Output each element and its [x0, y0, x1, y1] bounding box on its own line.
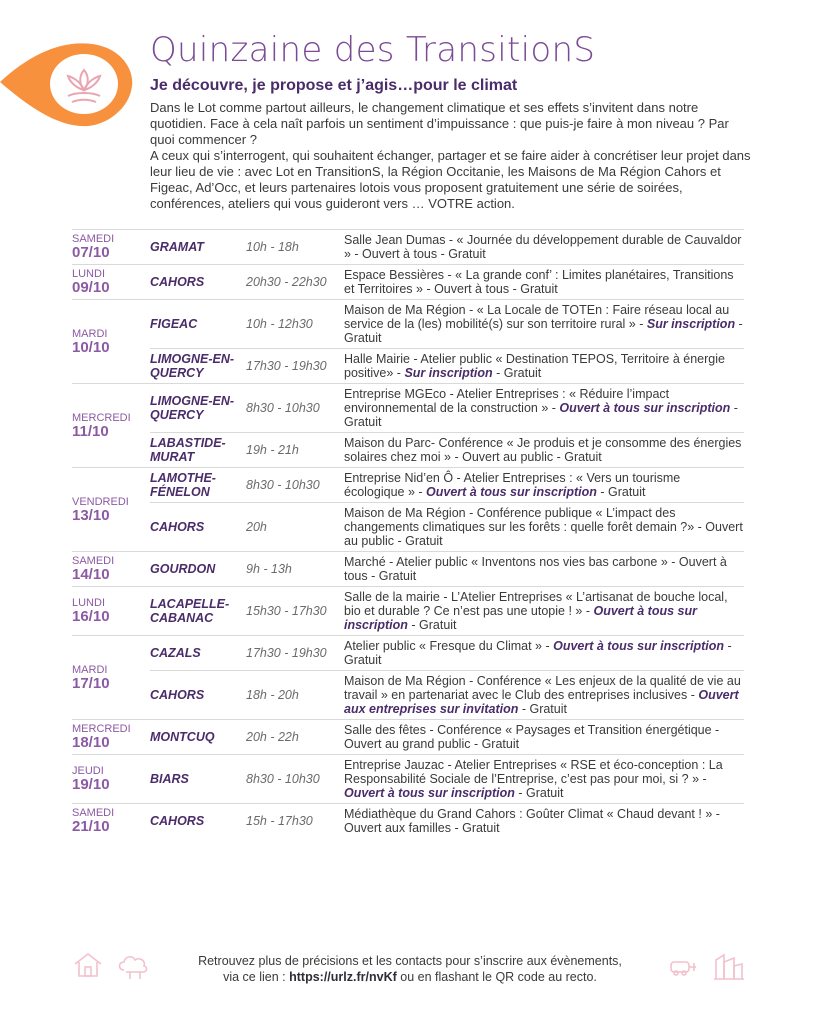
day-name: JEUDI — [72, 765, 104, 777]
footer-line — [150, 969, 670, 985]
event-description — [344, 720, 744, 755]
event-registration: Ouvert à tous sur inscription — [344, 786, 515, 800]
event-time: 20h30 - 22h30 — [246, 265, 344, 300]
day-name: LUNDI — [72, 597, 106, 609]
event-time: 10h - 12h30 — [246, 300, 344, 349]
event-description — [344, 300, 744, 349]
event-time: 15h30 - 17h30 — [246, 587, 344, 636]
event-time: 20h — [246, 503, 344, 552]
table-row — [72, 230, 744, 265]
event-time: 9h - 13h — [246, 552, 344, 587]
event-registration: Ouvert à tous sur inscription — [559, 401, 731, 415]
event-time: 8h30 - 10h30 — [246, 468, 344, 503]
event-time: 18h - 20h — [246, 671, 344, 720]
event-text: Salle de la mairie - L’Atelier Entreprises « L’artisanat de bouche local, bio et durable ? Ce n’est pas une utopie ! » - — [344, 590, 728, 618]
event-city: LAMOTHE-FÉNELON — [150, 468, 246, 503]
event-city: MONTCUQ — [150, 720, 246, 755]
day-name: VENDREDI — [72, 495, 129, 508]
event-registration: Ouvert à tous sur inscription — [344, 604, 697, 632]
event-text: Entreprise Jauzac - Atelier Entreprises « RSE et éco-conception : La Responsabilité Sociale de l’Entreprise, c’est pas pour moi, si ? » - — [344, 758, 723, 786]
day-date: 19/10 — [72, 776, 110, 793]
table-row — [72, 384, 744, 433]
event-price: - Gratuit — [344, 317, 743, 345]
event-description — [344, 468, 744, 503]
event-time: 17h30 - 19h30 — [246, 636, 344, 671]
footer-suffix: ou en flashant le QR code au recto. — [396, 970, 597, 984]
event-registration: Sur inscription — [404, 366, 493, 380]
event-day — [72, 230, 150, 265]
event-description — [344, 755, 744, 804]
event-text: Maison de Ma Région - Conférence publique « L’impact des changements climatiques sur les forêts : quelle forêt demain ?» - Ouvert au public - Gratuit — [344, 506, 743, 548]
event-text: Salle des fêtes - Conférence « Paysages et Transition énergétique - Ouvert au grand public - Gratuit — [344, 723, 720, 751]
footer-line: Retrouvez plus de précisions et les contacts pour s’inscrire aux évènements, — [198, 954, 622, 968]
event-day — [72, 804, 150, 839]
day-date: 14/10 — [72, 566, 110, 583]
event-price: - Gratuit — [596, 485, 646, 499]
event-text: Maison du Parc- Conférence « Je produis et je consomme des énergies solaires chez moi » - Ouvert au public - Gratuit — [344, 436, 742, 464]
event-description — [344, 230, 744, 265]
day-date: 09/10 — [72, 279, 110, 296]
table-row — [72, 671, 744, 720]
event-time: 10h - 18h — [246, 230, 344, 265]
table-row — [72, 636, 744, 671]
table-row — [72, 755, 744, 804]
day-name: SAMEDI — [72, 555, 115, 567]
intro-paragraph: A ceux qui s’interrogent, qui souhaitent échanger, partager et se faire aider à concrétiser leur projet dans leur lieu de vie : avec Lot en TransitionS, la Région Occitanie, les Maisons de Ma Région Cahors et Figeac, Ad’Occ, et leurs partenaires lotois vous proposent gratuitement une série de soirées, conférences, ateliers qui vous guideront vers … VOTRE action. — [150, 148, 751, 211]
event-registration: Ouvert à tous sur inscription — [426, 485, 597, 499]
table-row — [72, 552, 744, 587]
event-day — [72, 755, 150, 804]
day-date: 13/10 — [72, 506, 110, 524]
day-name: LUNDI — [72, 268, 106, 280]
day-date: 21/10 — [72, 818, 110, 835]
day-name: MARDI — [72, 327, 108, 340]
table-row — [72, 804, 744, 839]
event-text: Atelier public « Fresque du Climat » - — [344, 639, 554, 653]
event-day — [72, 720, 150, 755]
event-city: BIARS — [150, 755, 246, 804]
plug-car-icon — [668, 952, 700, 978]
lotus-logo-icon — [0, 34, 140, 130]
day-name: MARDI — [72, 663, 108, 676]
day-name: SAMEDI — [72, 233, 115, 245]
event-city: CAHORS — [150, 265, 246, 300]
event-day — [72, 552, 150, 587]
day-date: 16/10 — [72, 608, 110, 625]
day-name: MERCREDI — [72, 411, 131, 424]
event-description — [344, 384, 744, 433]
event-city: CAHORS — [150, 804, 246, 839]
event-city: CAHORS — [150, 671, 246, 720]
event-description — [344, 349, 744, 384]
day-name: SAMEDI — [72, 807, 115, 819]
event-time: 15h - 17h30 — [246, 804, 344, 839]
event-price: - Gratuit — [492, 366, 542, 380]
event-text: Maison de Ma Région - « La Locale de TOTEn : Faire réseau local au service de la (les) mobilité(s) sur son territoire rural » - — [344, 303, 730, 331]
event-registration: Ouvert à tous sur inscription — [553, 639, 724, 653]
page-title: Quinzaine des TransitionS — [150, 30, 596, 70]
table-row — [72, 503, 744, 552]
building-icon — [712, 952, 746, 980]
intro-paragraph: Dans le Lot comme partout ailleurs, le changement climatique et ses effets s’invitent dans notre quotidien. Face à cela naît parfois un sentiment d’impuissance : que puis-je faire à mon niveau ? Par quoi commencer ? — [150, 100, 729, 147]
page-subtitle: Je découvre, je propose et j’agis…pour le climat — [150, 77, 518, 94]
event-price: - Gratuit — [344, 401, 738, 429]
event-text: Médiathèque du Grand Cahors : Goûter Climat « Chaud devant ! » - Ouvert aux familles - Gratuit — [344, 807, 720, 835]
event-day — [72, 587, 150, 636]
event-day — [72, 300, 150, 384]
event-description — [344, 804, 744, 839]
event-day — [72, 468, 150, 552]
event-city: GOURDON — [150, 552, 246, 587]
event-day — [72, 636, 150, 720]
day-date: 10/10 — [72, 338, 110, 356]
table-row — [72, 300, 744, 349]
table-row — [72, 720, 744, 755]
intro-text — [150, 100, 755, 212]
day-date: 17/10 — [72, 674, 110, 692]
event-time: 8h30 - 10h30 — [246, 384, 344, 433]
event-city: CAHORS — [150, 503, 246, 552]
day-date: 07/10 — [72, 244, 110, 261]
event-description — [344, 671, 744, 720]
schedule-table — [72, 229, 744, 838]
event-time: 17h30 - 19h30 — [246, 349, 344, 384]
event-time: 8h30 - 10h30 — [246, 755, 344, 804]
event-text: Entreprise MGEco - Atelier Entreprises : « Réduire l’impact environnemental de la construction » - — [344, 387, 670, 415]
footer-text — [150, 953, 670, 985]
event-price: - Gratuit — [514, 786, 564, 800]
event-description — [344, 587, 744, 636]
table-row — [72, 433, 744, 468]
footer-prefix: via ce lien : — [223, 970, 290, 984]
event-description — [344, 636, 744, 671]
day-name: MERCREDI — [72, 723, 131, 735]
event-city: LIMOGNE-EN-QUERCY — [150, 349, 246, 384]
event-city: CAZALS — [150, 636, 246, 671]
event-description — [344, 433, 744, 468]
event-time: 19h - 21h — [246, 433, 344, 468]
event-city: LACAPELLE-CABANAC — [150, 587, 246, 636]
house-icon — [72, 952, 104, 978]
registration-link[interactable]: https://urlz.fr/nvKf — [289, 970, 397, 984]
event-price: - Gratuit — [344, 639, 732, 667]
event-text: Espace Bessières - « La grande conf’ : Limites planétaires, Transitions et Territoires » - Ouvert à tous - Gratuit — [344, 268, 734, 296]
event-registration: Ouvert aux entreprises sur invitation — [344, 688, 739, 716]
event-city: FIGEAC — [150, 300, 246, 349]
event-price: - Gratuit — [407, 618, 457, 632]
event-time: 20h - 22h — [246, 720, 344, 755]
event-text: Salle Jean Dumas - « Journée du développement durable de Cauvaldor » - Ouvert à tous - Gratuit — [344, 233, 742, 261]
event-text: Entreprise Nid’en Ô - Atelier Entreprises : « Vers un tourisme écologique » - — [344, 471, 681, 499]
event-city: LABASTIDE-MURAT — [150, 433, 246, 468]
table-row — [72, 587, 744, 636]
event-description — [344, 552, 744, 587]
event-registration: Sur inscription — [646, 317, 736, 331]
table-row — [72, 265, 744, 300]
day-date: 11/10 — [72, 422, 109, 440]
event-text: Halle Mairie - Atelier public « Destination TEPOS, Territoire à énergie positive» - — [344, 352, 725, 380]
event-description — [344, 503, 744, 552]
event-city: GRAMAT — [150, 230, 246, 265]
event-city: LIMOGNE-EN-QUERCY — [150, 384, 246, 433]
event-description — [344, 265, 744, 300]
cloud-tree-icon — [116, 952, 152, 980]
day-date: 18/10 — [72, 734, 110, 751]
event-day — [72, 265, 150, 300]
table-row — [72, 468, 744, 503]
table-row — [72, 349, 744, 384]
event-price: - Gratuit — [518, 702, 567, 716]
event-text: Maison de Ma Région - Conférence « Les enjeux de la qualité de vie au travail » en partenariat avec le Club des entreprises inclusives - — [344, 674, 741, 702]
event-text: Marché - Atelier public « Inventons nos vies bas carbone » - Ouvert à tous - Gratuit — [344, 555, 727, 583]
event-day — [72, 384, 150, 468]
